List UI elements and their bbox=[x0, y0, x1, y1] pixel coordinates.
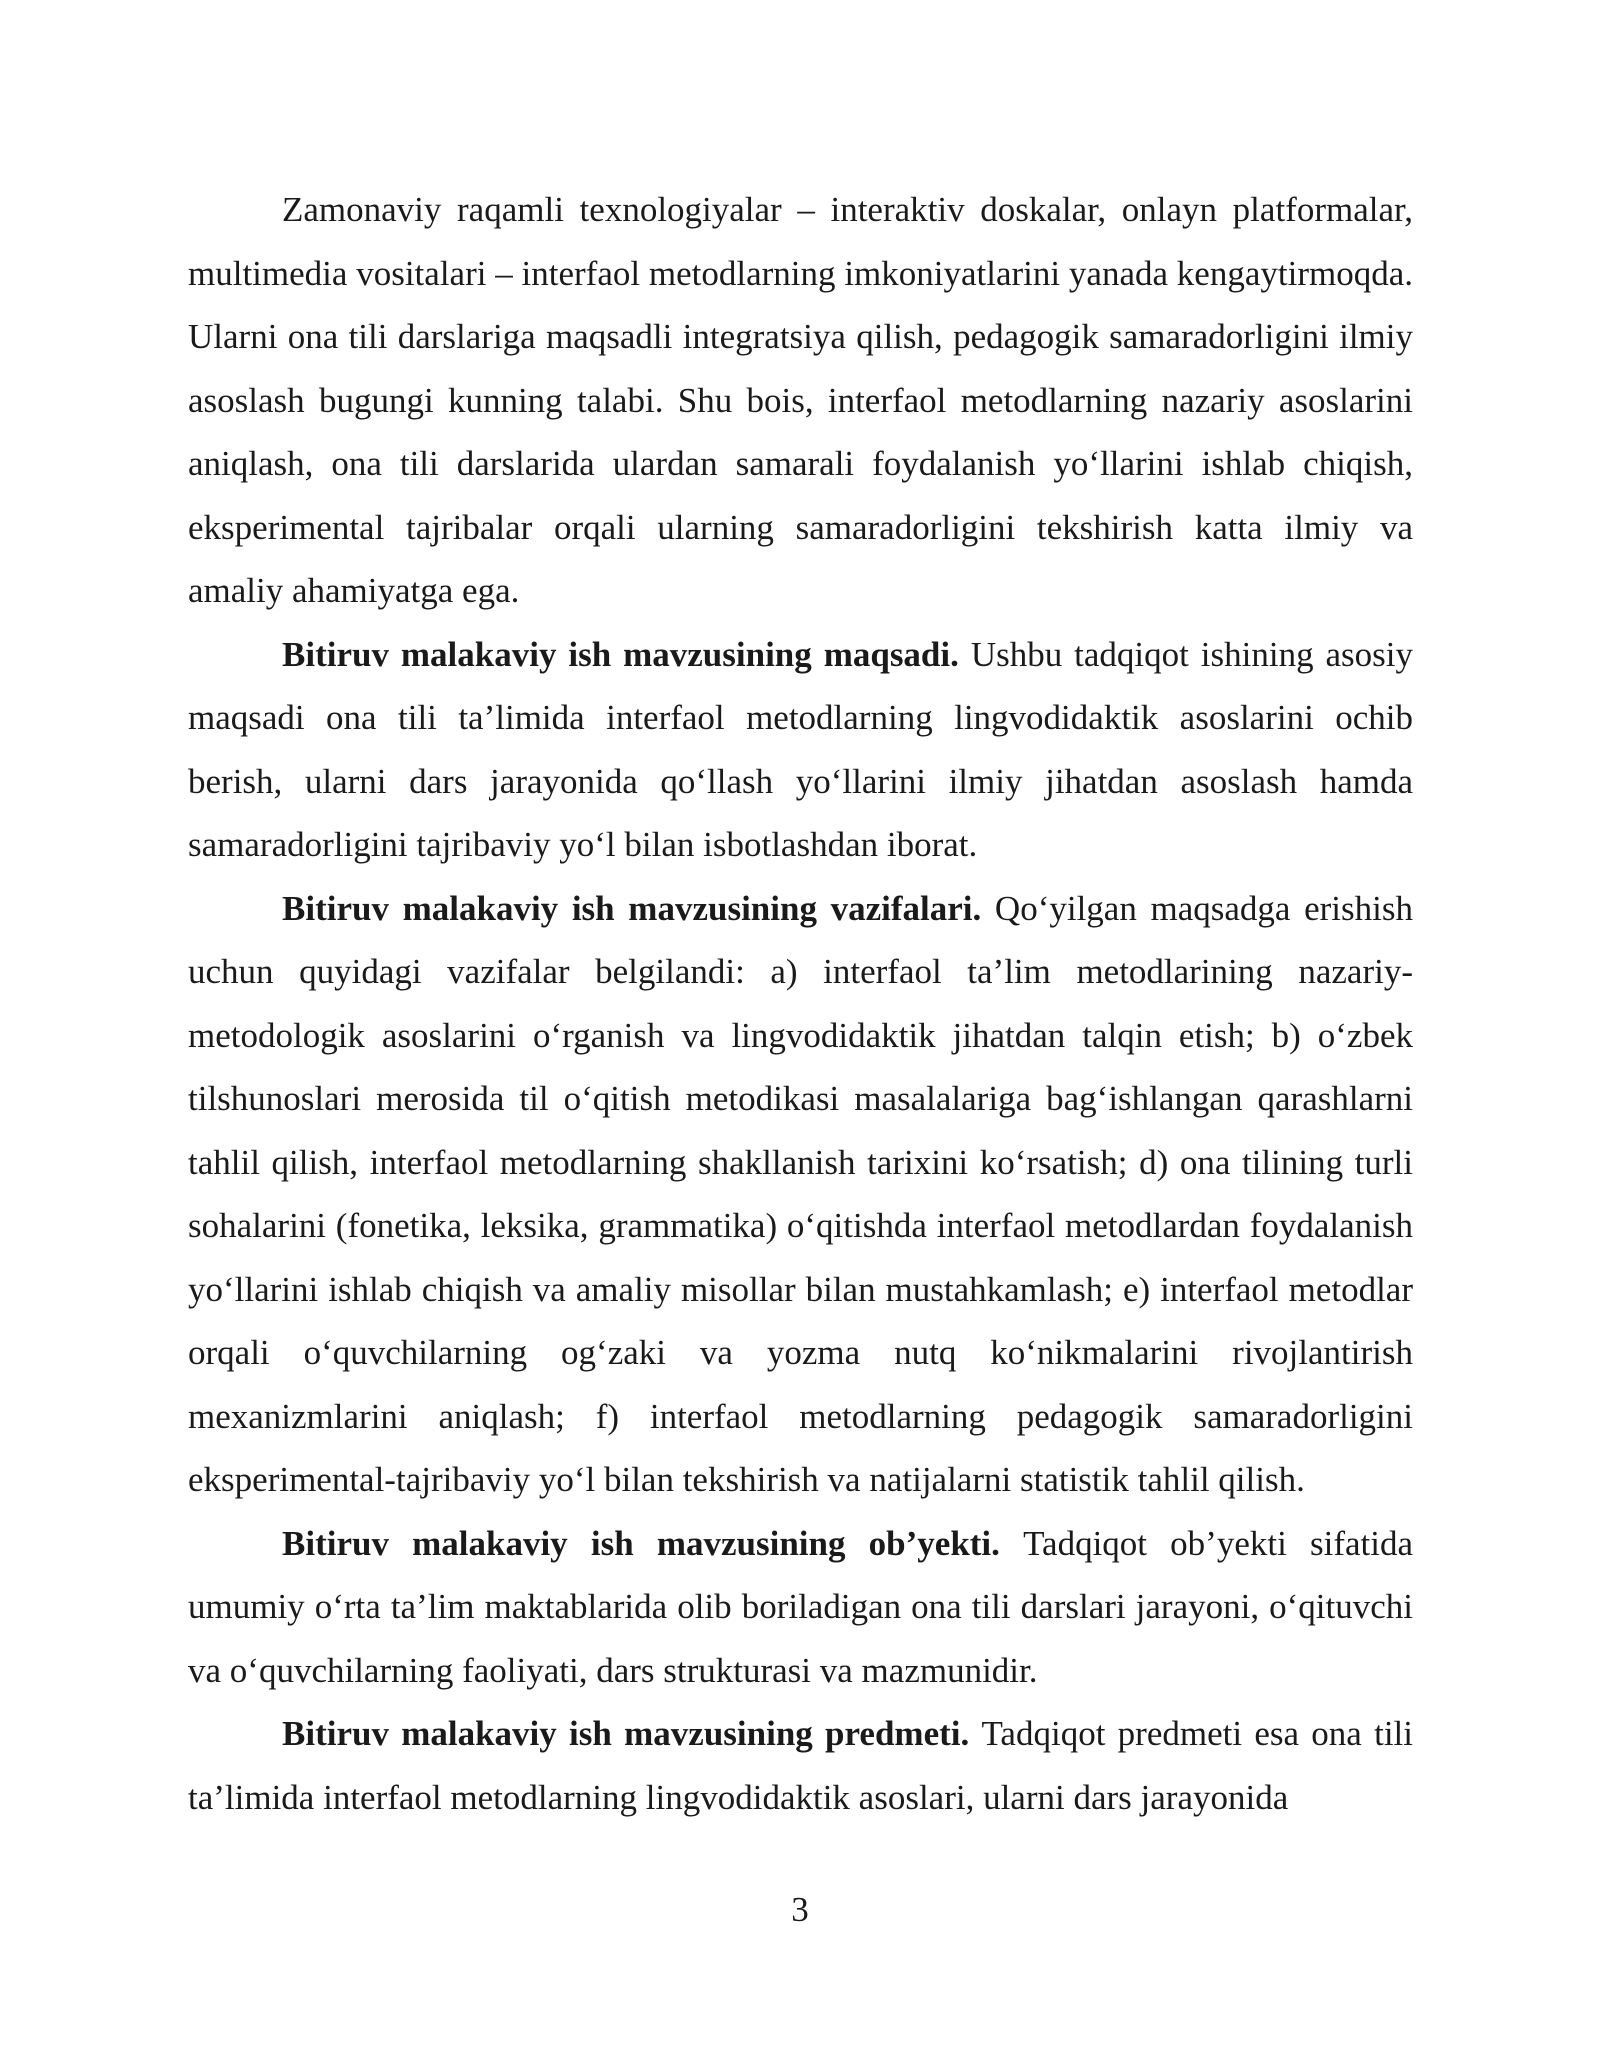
paragraph-heading: Bitiruv malakaviy ish mavzusining ob’yekti. bbox=[282, 1523, 1024, 1563]
page-number: 3 bbox=[791, 1890, 809, 1929]
paragraph-text: Tadqiqot ob’yekti sifatida umumiy o‘rta ta’lim maktablarida olib boriladigan ona tili darslari jarayoni, o‘qituvchi va o‘quvchilarning faoliyati, dars strukturasi va mazmunidir. bbox=[188, 1523, 1414, 1690]
paragraph-heading: Bitiruv malakaviy ish mavzusining predmeti. bbox=[282, 1714, 982, 1753]
paragraph-intro bbox=[188, 178, 1413, 623]
paragraph-heading: Bitiruv malakaviy ish mavzusining maqsadi. bbox=[282, 634, 971, 674]
paragraph-text: Ushbu tadqiqot ishining asosiy maqsadi ona tili ta’limida interfaol metodlarning lingvodidaktik asoslarini ochib berish, ularni dars jarayonida qo‘llash yo‘llarini ilmiy jihatdan asoslash hamda samaradorligini tajribaviy yo‘l bilan isbotlashdan iborat. bbox=[188, 634, 1413, 864]
paragraph-text: Qo‘yilgan maqsadga erishish uchun quyidagi vazifalar belgilandi: a) interfaol ta’lim metodlarining nazariy-metodologik asoslarini o‘rganish va lingvodidaktik jihatdan talqin etish; b) o‘zbek tilshunoslari merosida til o‘qitish metodikasi masalalariga bag‘ishlangan qarashlarni tahlil qilish, interfaol metodlarning shakllanish tarixini ko‘rsatish; d) ona tilining turli sohalarini (fonetika, leksika, grammatika) o‘qitishda interfaol metodlardan foydalanish yo‘llarini ishlab chiqish va amaliy misollar bilan mustahkamlash; e) interfaol metodlar orqali o‘quvchilarning og‘zaki va yozma nutq ko‘nikmalarini rivojlantirish mexanizmlarini aniqlash; f) interfaol metodlarning pedagogik samaradorligini eksperimental-tajribaviy yo‘l bilan tekshirish va natijalarni statistik tahlil qilish. bbox=[188, 888, 1413, 1499]
paragraph-goal bbox=[188, 623, 1413, 877]
paragraph-subject bbox=[188, 1702, 1413, 1829]
paragraph-heading: Bitiruv malakaviy ish mavzusining vazifalari. bbox=[282, 888, 995, 928]
document-body bbox=[188, 178, 1413, 1829]
paragraph-tasks bbox=[188, 877, 1413, 1512]
paragraph-object bbox=[188, 1512, 1413, 1703]
paragraph-text: Zamonaviy raqamli texnologiyalar – interaktiv doskalar, onlayn platformalar, multimedia vositalari – interfaol metodlarning imkoniyatlarini yanada kengaytirmoqda. Ularni ona tili darslariga maqsadli integratsiya qilish, pedagogik samaradorligini ilmiy asoslash bugungi kunning talabi. Shu bois, interfaol metodlarning nazariy asoslarini aniqlash, ona tili darslarida ulardan samarali foydalanish yo‘llarini ishlab chiqish, eksperimental tajribalar orqali ularning samaradorligini tekshirish katta ilmiy va amaliy ahamiyatga ega. bbox=[188, 190, 1413, 610]
paragraph-text: Tadqiqot predmeti esa ona tili ta’limida interfaol metodlarning lingvodidaktik asoslari, ularni dars jarayonida bbox=[188, 1714, 1413, 1817]
